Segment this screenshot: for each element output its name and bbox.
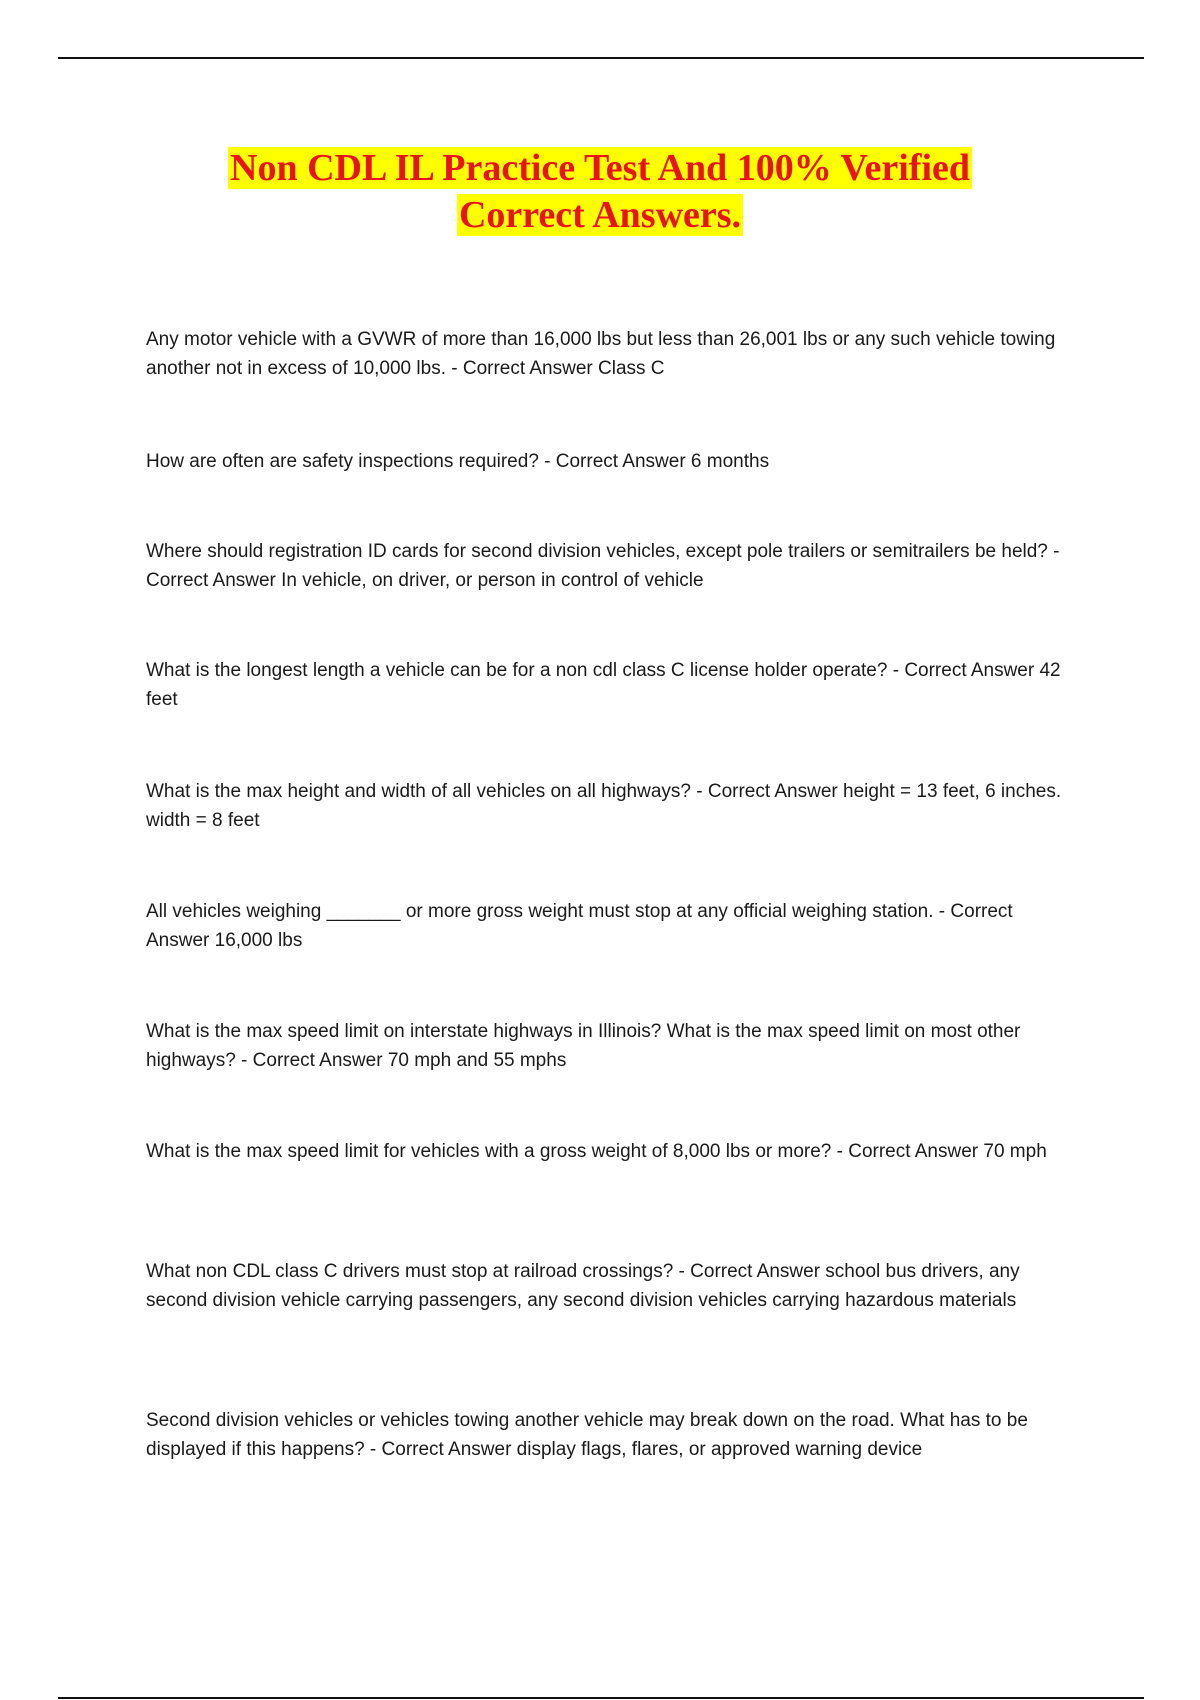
qa-item: What is the longest length a vehicle can be for a non cdl class C license holder operate? - Correct Answer 42 feet: [146, 660, 1061, 710]
qa-item: What is the max height and width of all vehicles on all highways? - Correct Answer height = 13 feet, 6 inches. width = 8 feet: [146, 781, 1062, 831]
qa-item: What non CDL class C drivers must stop at railroad crossings? - Correct Answer school bus drivers, any second division vehicle carrying passengers, any second division vehicles carrying hazardous materials: [146, 1261, 1020, 1311]
qa-item: All vehicles weighing _______ or more gross weight must stop at any official weighing station. - Correct Answer 16,000 lbs: [146, 901, 1013, 951]
page-bottom-rule: [58, 1697, 1144, 1699]
qa-item: Second division vehicles or vehicles towing another vehicle may break down on the road. What has to be displayed if this happens? - Correct Answer display flags, flares, or approved warning device: [146, 1410, 1028, 1460]
document-title-line-1: Non CDL IL Practice Test And 100% Verified: [230, 147, 970, 189]
qa-item: What is the max speed limit on interstate highways in Illinois? What is the max speed limit on most other highways? - Correct Answer 70 mph and 55 mphs: [146, 1021, 1021, 1071]
document-title-line-2: Correct Answers.: [458, 194, 742, 236]
qa-item: Where should registration ID cards for second division vehicles, except pole trailers or semitrailers be held? - Correct Answer In vehicle, on driver, or person in control of vehicle: [146, 541, 1060, 591]
qa-item: How are often are safety inspections required? - Correct Answer 6 months: [146, 451, 770, 472]
qa-item: What is the max speed limit for vehicles with a gross weight of 8,000 lbs or more? - Correct Answer 70 mph: [146, 1141, 1047, 1162]
qa-item: Any motor vehicle with a GVWR of more than 16,000 lbs but less than 26,001 lbs or any such vehicle towing another not in excess of 10,000 lbs. - Correct Answer Class C: [146, 329, 1056, 379]
